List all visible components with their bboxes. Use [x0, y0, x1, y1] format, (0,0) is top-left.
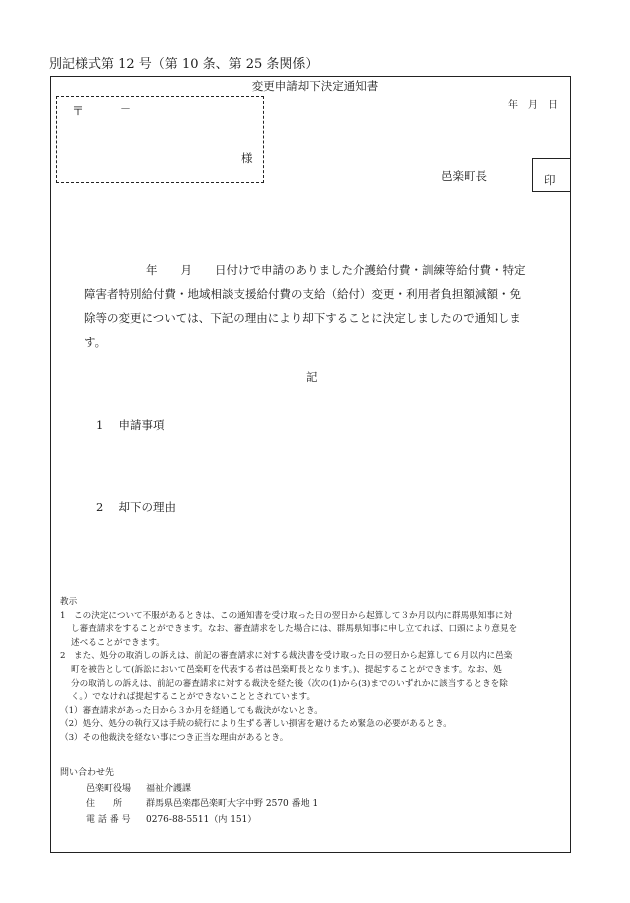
date-line: 年 月 日 — [508, 100, 558, 111]
postal-dash: － — [120, 102, 131, 115]
notice-line: 述べることができます。 — [71, 637, 165, 648]
seal-mark: 印 — [544, 173, 556, 187]
notice-line: 町を被告として(訴訟において邑楽町を代表する者は邑楽町長となります。)、提起することができます。なお、処 — [71, 664, 502, 675]
contact-heading: 問い合わせ先 — [60, 768, 115, 778]
contact-phone-label: 電 話 番 号 — [86, 814, 131, 825]
contact-address-value: 群馬県邑楽郡邑楽町大字中野 2570 番地 1 — [146, 799, 319, 809]
contact-office — [60, 782, 318, 798]
contact-phone-value: 0276-88-5511（内 151） — [146, 814, 257, 825]
item-application: 1 申請事項 — [96, 418, 165, 432]
notice-line: 2 また、処分の取消しの訴えは、前記の審査請求に対する裁決書を受け取った日の翌日から起算して６月以内に邑楽 — [60, 651, 513, 662]
appeal-notice — [60, 596, 570, 746]
postal-mark: 〒 — [72, 104, 85, 118]
notice-line: 分の取消しの訴えは、前記の審査請求に対する裁決を経た後（次の(1)から(3)までのいずれかに該当するときを除 — [71, 678, 508, 689]
document-title: 変更申請却下決定通知書 — [251, 79, 379, 93]
body-text — [84, 258, 568, 354]
notice-line: （3）その他裁決を経ない事につき正当な理由があるとき。 — [60, 732, 289, 743]
form-label: 別記様式第 12 号（第 10 条、第 25 条関係） — [49, 57, 319, 72]
notice-line: 1 この決定について不服があるときは、この通知書を受け取った日の翌日から起算して３か月以内に群馬県知事に対 — [60, 610, 513, 621]
notice-heading: 教示 — [60, 597, 78, 607]
issuer-name: 邑楽町長 — [441, 169, 487, 183]
ki-heading: 記 — [306, 370, 318, 384]
body-line: 障害者特別給付費・地域相談支援給付費の支給（給付）変更・利用者負担額減額・免 — [84, 287, 521, 301]
notice-line: （2）処分、処分の執行又は手続の続行により生ずる著しい損害を避けるため緊急の必要があるとき。 — [60, 719, 452, 730]
contact-office-label: 邑楽町役場 — [86, 783, 132, 794]
body-line: す。 — [84, 335, 107, 349]
notice-line: く。）でなければ提起することができないこととされています。 — [71, 692, 316, 703]
address-box — [56, 96, 264, 183]
notice-line: し審査請求をすることができます。なお、審査請求をした場合には、群馬県知事に申し立てれば、口頭により意見を — [71, 624, 518, 635]
contact-block — [60, 766, 318, 828]
item-reason: 2 却下の理由 — [96, 500, 176, 514]
contact-office-value: 福祉介護課 — [146, 783, 192, 794]
contact-address — [60, 797, 318, 813]
body-line: 年 月 日付けで申請のありました介護給付費・訓練等給付費・特定 — [146, 263, 526, 277]
contact-address-label: 住 所 — [86, 799, 123, 809]
body-line: 除等の変更については、下記の理由により却下することに決定しましたので通知しま — [84, 311, 521, 325]
notice-line: （1）審査請求があった日から３か月を経過しても裁決がないとき。 — [60, 705, 323, 716]
honorific: 様 — [241, 151, 253, 165]
contact-phone — [60, 813, 318, 829]
